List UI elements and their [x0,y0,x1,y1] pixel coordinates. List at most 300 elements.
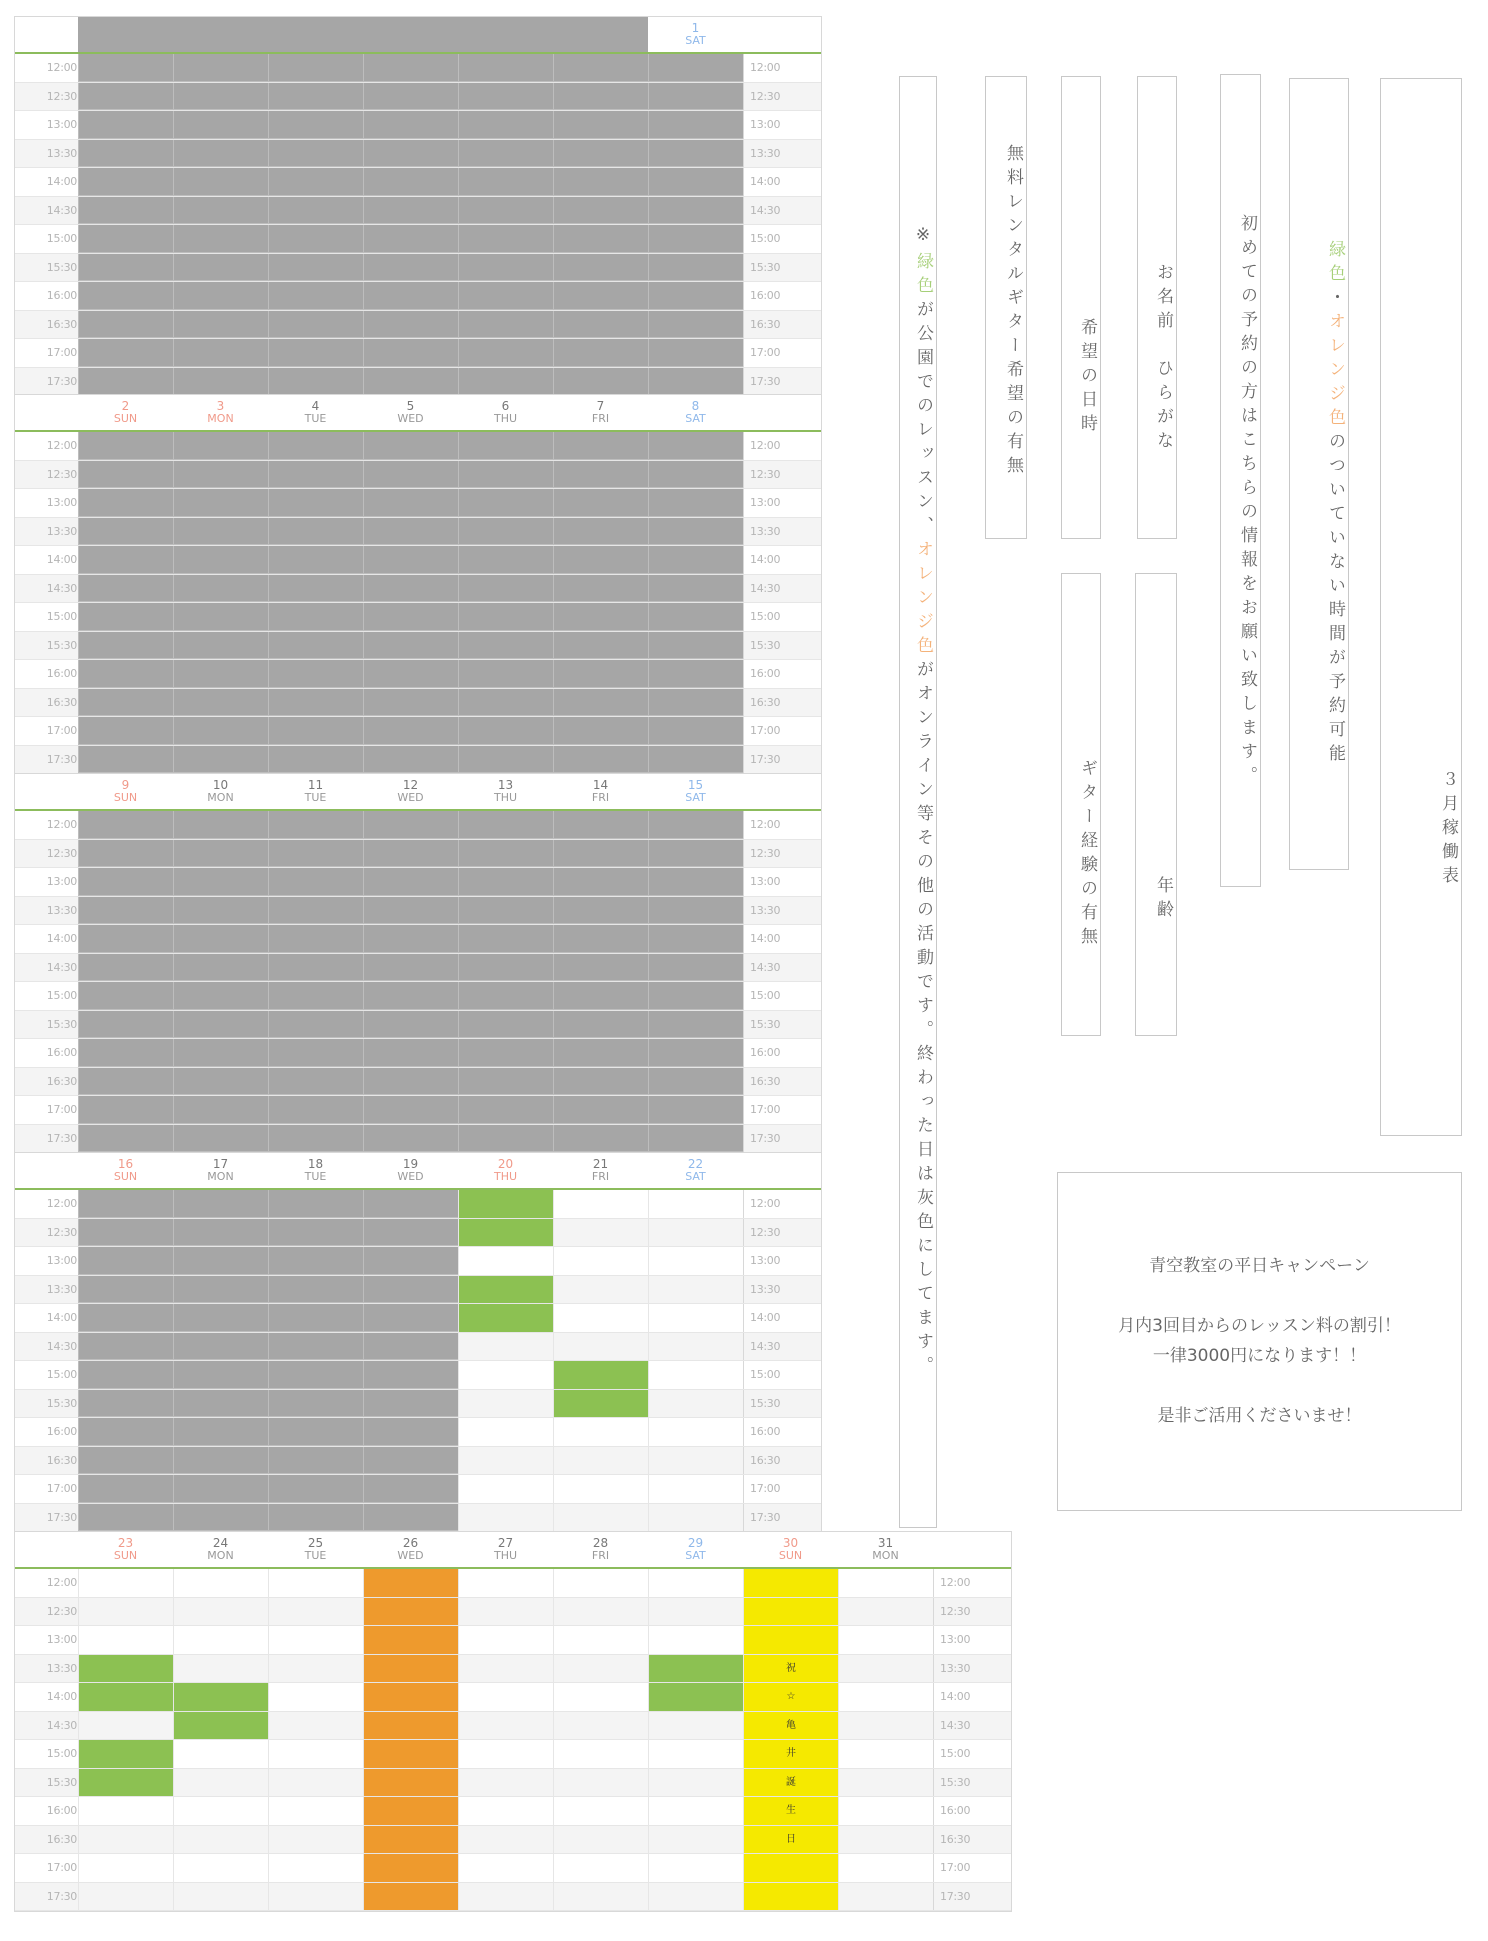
time-label-left: 14:30 [46,581,77,595]
time-slot-grey [173,461,268,489]
time-slot-grey [268,461,363,489]
time-slot-grey [173,111,268,139]
time-grid [15,54,821,396]
time-label-left: 12:00 [46,61,77,74]
day-number: 11 [307,778,324,792]
time-slot-grey [268,311,363,339]
time-slot-grey [268,1447,363,1475]
time-slot-grey [458,925,553,953]
time-slot-grey [363,1011,458,1039]
time-slot [78,1854,173,1882]
time-slot [268,1683,363,1711]
time-label-right: 14:30 [743,954,816,982]
time-slot-grey [553,1125,648,1153]
time-slot-grey [458,54,553,82]
time-slot [648,1276,743,1304]
rental-guitar-box [985,76,1027,539]
time-slot-grey [268,660,363,688]
time-slot-yellow [743,1655,838,1683]
day-of-week: SAT [685,1549,706,1562]
time-slot-grey [268,954,363,982]
time-slot-grey [553,489,648,517]
time-label-left: 12:00 [46,1576,77,1589]
time-slot-grey [268,717,363,745]
time-slot-grey [553,368,648,396]
time-slot-grey [363,518,458,546]
time-label-left: 14:30 [46,1718,77,1732]
time-slot [553,1304,648,1332]
time-slot-grey [363,897,458,925]
time-slot-grey [268,1125,363,1153]
time-row [15,1247,821,1276]
week-header [15,1153,821,1190]
time-slot-grey [78,83,173,111]
time-slot [458,1712,553,1740]
time-slot [648,1361,743,1389]
time-slot-grey [268,603,363,631]
time-slot [78,1826,173,1854]
time-slot-grey [78,111,173,139]
time-row [15,868,821,897]
time-slot-grey [268,54,363,82]
first-time-label: 初めての予約の方はこちらの情報をお願い致します。 [1237,213,1257,790]
time-label-left: 13:00 [46,1633,77,1646]
time-label-left: 17:00 [46,1861,77,1874]
time-slot-grey [363,1475,458,1503]
time-label-right: 14:00 [933,1683,1006,1711]
time-slot [553,1598,648,1626]
time-label-left: 17:00 [46,346,77,359]
time-slot-grey [78,140,173,168]
time-label-right: 17:30 [743,746,816,774]
time-slot-grey [173,197,268,225]
time-slot-grey [553,632,648,660]
birthday-char: 井 [786,1748,796,1759]
time-label-left: 16:30 [46,317,77,331]
time-label-right: 16:00 [743,660,816,688]
time-slot-grey [553,660,648,688]
day-of-week: WED [397,1549,424,1562]
time-slot-grey [268,811,363,839]
time-slot-grey [173,1475,268,1503]
time-slot [173,1883,268,1911]
day-header [363,1153,458,1188]
time-slot-grey [78,1068,173,1096]
time-label-left: 16:00 [46,289,77,302]
time-slot [648,1247,743,1275]
time-slot [553,1740,648,1768]
time-slot-grey [648,111,743,139]
time-slot-grey [553,868,648,896]
day-number: 28 [592,1536,609,1550]
time-slot-orange [363,1655,458,1683]
time-slot [648,1769,743,1797]
time-slot [268,1712,363,1740]
time-slot [78,1569,173,1597]
time-slot [648,1598,743,1626]
day-number: 1 [691,21,700,35]
time-slot-grey [268,1276,363,1304]
time-slot-grey [268,546,363,574]
time-slot-green [78,1683,173,1711]
time-slot-yellow [743,1769,838,1797]
day-of-week: TUE [304,791,327,804]
time-slot-grey [268,83,363,111]
time-slot [553,1854,648,1882]
time-slot-grey [78,225,173,253]
time-label-left: 13:30 [46,146,77,160]
legend-mid: が公園でのレッスン、 [913,299,933,540]
time-slot-grey [78,1011,173,1039]
time-row [15,461,821,490]
time-slot-grey [648,1011,743,1039]
day-header [458,395,553,430]
time-slot-grey [648,311,743,339]
time-slot [268,1797,363,1825]
time-label-right: 16:00 [743,1418,816,1446]
time-slot-grey [363,632,458,660]
time-slot-grey [268,575,363,603]
time-grid [15,811,821,1153]
time-slot [648,1475,743,1503]
time-row [15,1011,821,1040]
time-slot-grey [78,1475,173,1503]
week-block [14,394,822,775]
time-slot-green [78,1655,173,1683]
time-label-right: 15:30 [743,254,816,282]
time-slot-grey [268,432,363,460]
time-row [15,632,821,661]
time-slot-grey [458,1068,553,1096]
campaign-line-price: 一律3000円になります！！ [1152,1346,1367,1366]
time-slot [458,1598,553,1626]
time-slot-grey [363,111,458,139]
age-label: 年齢 [1153,875,1173,924]
time-label-right: 16:30 [743,311,816,339]
time-slot-grey [78,840,173,868]
day-number: 20 [497,1157,514,1171]
time-label-left: 15:00 [46,610,77,623]
day-number: 29 [687,1536,704,1550]
time-slot-grey [553,1096,648,1124]
time-slot-grey [648,489,743,517]
time-label-left: 15:30 [46,638,77,652]
time-label-right: 17:30 [933,1883,1006,1911]
week-block [14,1531,1012,1912]
time-slot-grey [458,1011,553,1039]
time-slot-orange [363,1598,458,1626]
time-row [15,1626,1011,1655]
time-row [15,1598,1011,1627]
time-slot-grey [78,1390,173,1418]
time-slot [458,1655,553,1683]
campaign-box [1057,1172,1462,1511]
time-slot-orange [363,1683,458,1711]
guitar-experience-box [1061,573,1101,1036]
time-row [15,1883,1011,1912]
time-label-left: 16:00 [46,1804,77,1817]
time-slot [458,1740,553,1768]
time-row [15,1039,821,1068]
time-row [15,518,821,547]
time-label-left: 14:00 [46,175,77,188]
time-slot-grey [78,311,173,339]
age-box [1135,573,1177,1036]
time-slot-yellow [743,1854,838,1882]
guitar-experience-label: ギター経験の有無 [1077,758,1097,951]
time-slot [838,1797,933,1825]
time-label-right: 13:30 [933,1655,1006,1683]
time-slot-grey [648,868,743,896]
time-slot-grey [458,982,553,1010]
time-slot [268,1655,363,1683]
time-slot-grey [458,140,553,168]
time-row [15,925,821,954]
day-header [553,1532,648,1567]
time-slot-grey [173,632,268,660]
time-slot [648,1390,743,1418]
time-slot-grey [78,1333,173,1361]
time-label-right: 15:30 [743,1011,816,1039]
day-number: 5 [406,399,415,413]
time-slot [648,1219,743,1247]
time-label-right: 12:30 [933,1598,1006,1626]
day-header [743,1532,838,1567]
birthday-char: 生 [786,1805,796,1816]
time-label-right: 12:00 [743,1190,816,1218]
time-row [15,489,821,518]
time-slot [838,1598,933,1626]
time-row [15,897,821,926]
time-slot-green [648,1655,743,1683]
time-slot-green [458,1190,553,1218]
time-slot-grey [458,954,553,982]
time-slot-grey [363,689,458,717]
time-slot-green [458,1219,553,1247]
time-slot [173,1598,268,1626]
time-slot-grey [173,140,268,168]
time-row [15,1418,821,1447]
day-of-week: SUN [113,412,138,425]
time-slot [458,1569,553,1597]
day-of-week: MON [207,791,234,804]
day-header [363,395,458,430]
time-slot-grey [363,840,458,868]
time-slot-grey [268,689,363,717]
week-header [15,395,821,432]
time-slot [648,1190,743,1218]
time-label-right: 14:30 [743,1333,816,1361]
time-slot [458,1475,553,1503]
time-slot-grey [363,1247,458,1275]
time-slot [648,1504,743,1532]
day-header [648,1532,743,1567]
time-slot-grey [363,489,458,517]
day-header [553,774,648,809]
time-slot-grey [78,1504,173,1532]
time-slot-grey [458,168,553,196]
time-slot-grey [648,575,743,603]
day-header [173,774,268,809]
time-slot-grey [173,1361,268,1389]
day-header [268,774,363,809]
time-slot-grey [173,282,268,310]
time-slot-grey [458,660,553,688]
time-slot-grey [363,339,458,367]
day-number: 10 [212,778,229,792]
time-label-right: 16:00 [743,282,816,310]
time-slot-yellow [743,1883,838,1911]
time-slot-grey [78,1039,173,1067]
rental-guitar-label: 無料レンタルギター希望の有無 [1003,143,1023,480]
time-slot [78,1883,173,1911]
day-header [268,1153,363,1188]
time-slot [458,1361,553,1389]
day-of-week: SAT [685,412,706,425]
day-header [458,1532,553,1567]
time-slot [458,1447,553,1475]
time-slot [173,1769,268,1797]
time-slot-grey [78,603,173,631]
time-slot-grey [363,546,458,574]
time-label-right: 15:00 [743,982,816,1010]
day-of-week: SUN [113,1549,138,1562]
time-row [15,197,821,226]
time-label-right: 13:00 [743,111,816,139]
time-label-left: 15:30 [46,1017,77,1031]
time-slot [648,1826,743,1854]
time-slot-grey [363,54,458,82]
time-slot-grey [553,461,648,489]
time-slot-grey [363,254,458,282]
time-label-left: 16:30 [46,1832,77,1846]
time-slot-grey [268,1361,363,1389]
time-label-right: 17:30 [743,1504,816,1532]
time-slot-grey [173,897,268,925]
time-row [15,225,821,254]
time-label-right: 13:30 [743,140,816,168]
time-slot [553,1475,648,1503]
time-slot-grey [78,168,173,196]
time-slot-grey [648,1096,743,1124]
desired-datetime-label: 希望の日時 [1077,317,1097,438]
time-slot-grey [363,168,458,196]
birthday-char: ☆ [786,1691,796,1702]
day-of-week: TUE [304,1170,327,1183]
time-slot-grey [363,1418,458,1446]
day-of-week: TUE [304,412,327,425]
past-days-block [78,17,648,52]
time-slot-grey [173,717,268,745]
time-slot [553,1826,648,1854]
day-header [173,1153,268,1188]
time-label-right: 16:30 [743,1447,816,1475]
time-slot [838,1569,933,1597]
time-slot-grey [458,1039,553,1067]
time-slot-grey [553,1039,648,1067]
time-slot [838,1826,933,1854]
time-slot-grey [458,282,553,310]
time-label-left: 17:30 [46,1131,77,1145]
time-slot-grey [78,1418,173,1446]
time-label-right: 15:30 [933,1769,1006,1797]
time-label-right: 15:00 [933,1740,1006,1768]
time-slot-grey [173,432,268,460]
time-label-left: 12:00 [46,1197,77,1210]
time-slot-grey [648,660,743,688]
time-slot-grey [173,982,268,1010]
time-slot-grey [458,746,553,774]
time-slot-grey [78,1125,173,1153]
time-row [15,311,821,340]
time-row [15,1740,1011,1769]
time-row [15,1569,1011,1598]
time-label-right: 15:30 [743,1390,816,1418]
time-slot-grey [173,603,268,631]
day-of-week: WED [397,1170,424,1183]
time-slot-grey [553,689,648,717]
time-slot-grey [648,368,743,396]
time-slot-grey [173,368,268,396]
time-slot-grey [173,689,268,717]
time-slot-grey [553,1068,648,1096]
time-slot-grey [458,254,553,282]
time-slot-grey [268,1068,363,1096]
time-row [15,546,821,575]
time-slot-grey [173,1333,268,1361]
time-slot [173,1740,268,1768]
time-slot-grey [553,603,648,631]
time-slot-grey [458,868,553,896]
day-number: 12 [402,778,419,792]
time-slot [268,1740,363,1768]
time-slot-grey [553,339,648,367]
time-label-right: 12:30 [743,83,816,111]
campaign-line-discount: 月内3回目からのレッスン料の割引！ [1118,1316,1401,1336]
day-number: 23 [117,1536,134,1550]
time-label-left: 13:00 [46,496,77,509]
time-row [15,746,821,775]
time-slot-grey [363,1125,458,1153]
time-slot-grey [648,461,743,489]
day-header [553,395,648,430]
time-slot-grey [363,982,458,1010]
time-slot-grey [78,339,173,367]
time-label-right: 17:30 [743,368,816,396]
day-of-week: SUN [113,791,138,804]
time-slot-grey [268,140,363,168]
time-row [15,1219,821,1248]
time-slot-grey [648,254,743,282]
time-slot-grey [78,1276,173,1304]
time-slot [648,1854,743,1882]
day-of-week: THU [493,1170,518,1183]
time-label-left: 16:00 [46,1046,77,1059]
time-row [15,1447,821,1476]
time-row [15,83,821,112]
time-slot-grey [78,1096,173,1124]
time-slot-grey [458,339,553,367]
day-number: 31 [877,1536,894,1550]
time-slot-green [173,1683,268,1711]
time-slot-grey [173,1390,268,1418]
time-slot-grey [78,1361,173,1389]
time-slot-grey [458,1096,553,1124]
time-slot-grey [78,489,173,517]
time-slot-grey [648,746,743,774]
time-slot-yellow [743,1797,838,1825]
time-slot-grey [173,1504,268,1532]
